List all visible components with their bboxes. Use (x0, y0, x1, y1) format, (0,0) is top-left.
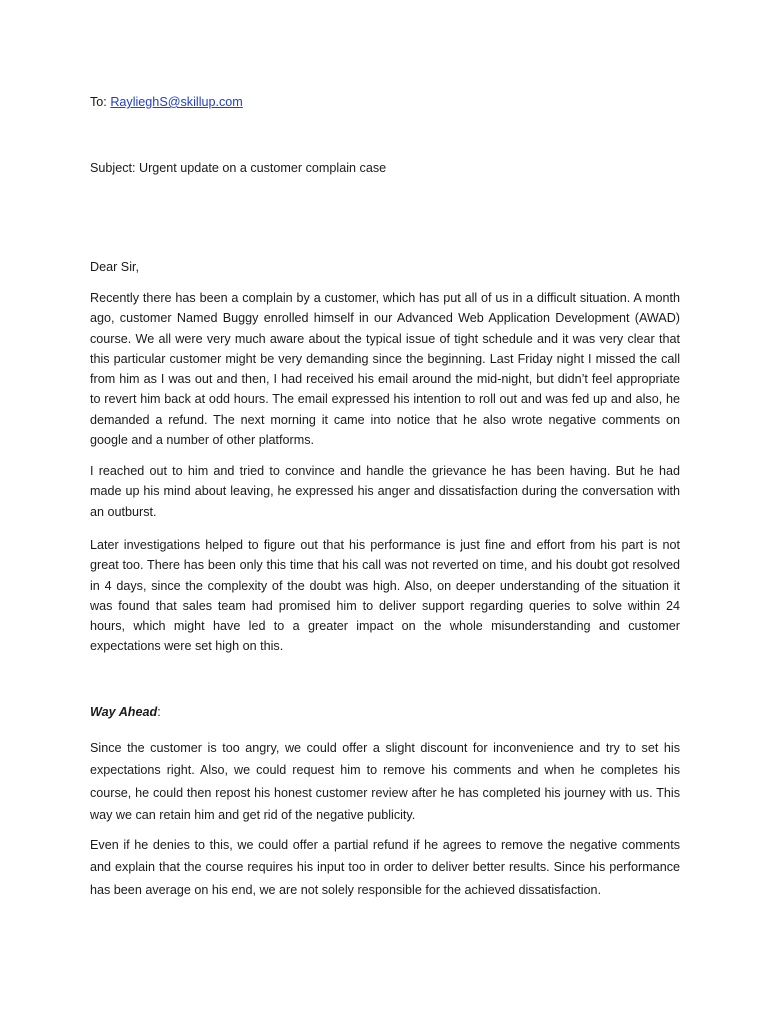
to-label: To: (90, 95, 107, 109)
body-paragraph-2: I reached out to him and tried to convince and handle the grievance he has been having. But he had made up his mind about leaving, he expressed his anger and dissatisfaction during the conversation with an outburst. (90, 464, 680, 519)
way-ahead-paragraph-2: Even if he denies to this, we could offer a partial refund if he agrees to remove the negative comments and explain that the course requires his input too in order to deliver better results. Since his performance has been average on his end, we are not solely responsible for the achieved dissatisfaction. (90, 838, 680, 897)
way-ahead-heading (90, 702, 680, 722)
subject-line: Subject: Urgent update on a customer complain case (90, 161, 387, 175)
way-ahead-paragraph-1: Since the customer is too angry, we could offer a slight discount for inconvenience and try to set his expectations right. Also, we could request him to remove his comments and when he completes his course, he could then repost his honest customer review after he has completed his journey with us. This way we can retain him and get rid of the negative publicity. (90, 741, 680, 822)
salutation: Dear Sir, (90, 260, 139, 274)
recipient-email-link[interactable]: RaylieghS@skillup.com (110, 95, 243, 109)
body-paragraph-3: Later investigations helped to figure out that his performance is just fine and effort from his part is not great too. There has been only this time that his call was not reverted on time, and his doubt got resolved in 4 days, since the complexity of the doubt was high. Also, on deeper understanding of the situation it was found that sales team had promised him to deliver support regarding queries to solve within 24 hours, which might have led to a greater impact on the whole misunderstanding and customer expectations were set high on this. (90, 538, 680, 654)
way-ahead-colon: : (157, 705, 161, 719)
way-ahead-heading-text: Way Ahead (90, 705, 158, 719)
to-line (90, 92, 680, 112)
body-paragraph-1: Recently there has been a complain by a customer, which has put all of us in a difficult situation. A month ago, customer Named Buggy enrolled himself in our Advanced Web Application Development (AWAD) course. We all were very much aware about the typical issue of tight schedule and it was very clear that this particular customer might be very demanding since the beginning. Last Friday night I missed the call from him as I was out and then, I had received his email around the mid-night, but didn’t feel appropriate to revert him back at odd hours. The email expressed his intention to roll out and was fed up and also, he demanded a refund. The next morning it came into notice that he also wrote negative comments on google and a number of other platforms. (90, 291, 680, 448)
